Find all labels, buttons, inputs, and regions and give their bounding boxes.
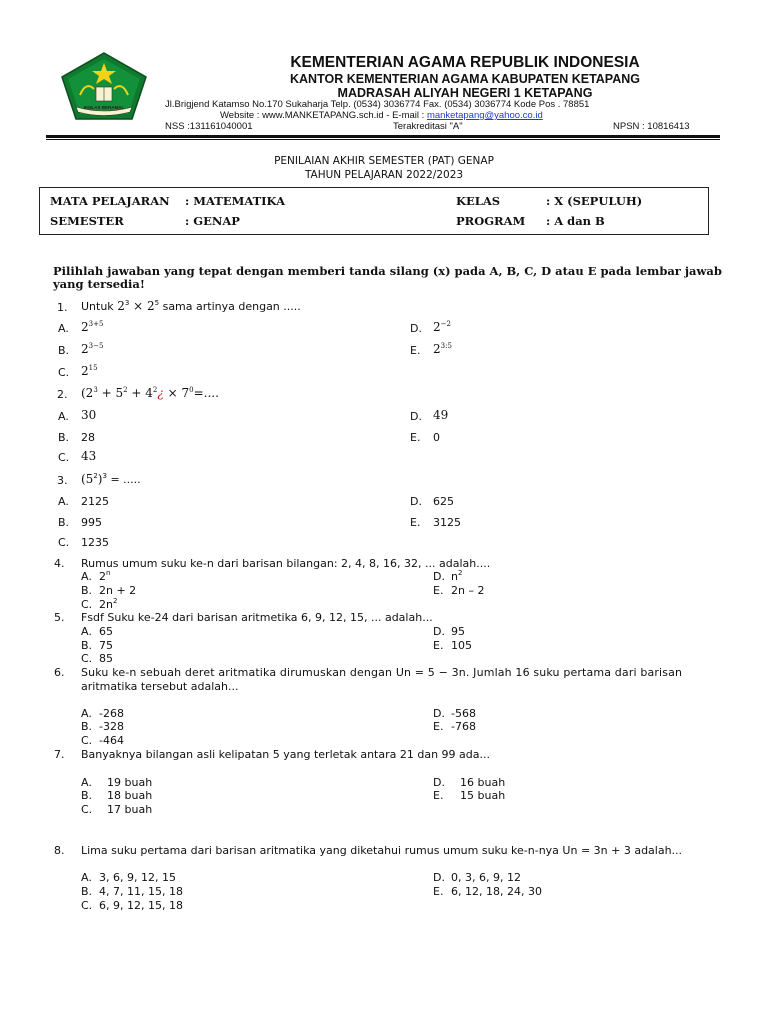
q7-option-a-label: A. bbox=[81, 776, 92, 789]
q3-number: 3. bbox=[57, 474, 68, 487]
kelas-label: KELAS bbox=[456, 194, 501, 208]
q5-option-a: 65 bbox=[99, 625, 113, 638]
q8-option-c-label: C. bbox=[81, 899, 93, 912]
header-rule-thick bbox=[46, 135, 720, 138]
q2-option-c: 43 bbox=[81, 449, 97, 463]
q4-option-d-label: D. bbox=[433, 570, 445, 583]
q7-option-d-label: D. bbox=[433, 776, 445, 789]
website-text: Website : www.MANKETAPANG.sch.id - E-mail : bbox=[220, 110, 427, 121]
q3-option-c-label: C. bbox=[58, 536, 70, 549]
q1-option-b-label: B. bbox=[58, 344, 70, 357]
accreditation: Terakreditasi "A" bbox=[393, 121, 463, 132]
q5-option-c: 85 bbox=[99, 652, 113, 665]
q6-option-c: -464 bbox=[99, 734, 124, 747]
q4-option-e: 2n – 2 bbox=[451, 584, 485, 597]
q7-option-d: 16 buah bbox=[460, 776, 506, 789]
q2-option-e: 0 bbox=[433, 431, 440, 444]
q8-option-d-label: D. bbox=[433, 871, 445, 884]
q3-option-b: 995 bbox=[81, 516, 102, 529]
q2-option-b: 28 bbox=[81, 431, 95, 444]
q1-option-e-label: E. bbox=[410, 344, 421, 357]
q8-option-e-label: E. bbox=[433, 885, 444, 898]
program-value: : A dan B bbox=[546, 214, 605, 228]
q8-option-b: 4, 7, 11, 15, 18 bbox=[99, 885, 183, 898]
header-contact bbox=[220, 110, 543, 121]
q2-text: ($2^3 + 5^2$ + $4^2¿ \times 7^0=$.... bbox=[81, 386, 219, 400]
q7-option-c: 17 buah bbox=[107, 803, 153, 816]
exam-title: PENILAIAN AKHIR SEMESTER (PAT) GENAP bbox=[274, 155, 494, 167]
q4-option-c-label: C. bbox=[81, 598, 93, 611]
q5-option-e-label: E. bbox=[433, 639, 444, 652]
q8-option-a: 3, 6, 9, 12, 15 bbox=[99, 871, 176, 884]
q6-text-line2: aritmatika tersebut adalah... bbox=[81, 680, 239, 693]
q8-number: 8. bbox=[54, 844, 65, 857]
q4-number: 4. bbox=[54, 557, 65, 570]
q2-option-d-label: D. bbox=[410, 410, 422, 423]
q5-option-b-label: B. bbox=[81, 639, 93, 652]
q4-option-c: $2n^2$ bbox=[99, 597, 118, 611]
q5-option-c-label: C. bbox=[81, 652, 93, 665]
q1-option-d-label: D. bbox=[410, 322, 422, 335]
q8-option-b-label: B. bbox=[81, 885, 93, 898]
mapel-value: : MATEMATIKA bbox=[185, 194, 286, 208]
q1-option-c-label: C. bbox=[58, 366, 70, 379]
q1-option-d: $2^{-2}$ bbox=[433, 320, 451, 334]
q7-option-c-label: C. bbox=[81, 803, 93, 816]
q3-option-d-label: D. bbox=[410, 495, 422, 508]
program-label: PROGRAM bbox=[456, 214, 526, 228]
q5-option-a-label: A. bbox=[81, 625, 92, 638]
q6-option-d-label: D. bbox=[433, 707, 445, 720]
q4-option-a: 2$^n$ bbox=[99, 569, 111, 583]
q3-text: $(5^2)^3$ = ..... bbox=[81, 472, 141, 486]
q6-option-d: -568 bbox=[451, 707, 476, 720]
q7-number: 7. bbox=[54, 748, 65, 761]
q2-option-e-label: E. bbox=[410, 431, 421, 444]
q1-option-a: $2^{3+5}$ bbox=[81, 320, 104, 334]
q6-option-b-label: B. bbox=[81, 720, 93, 733]
q2-option-b-label: B. bbox=[58, 431, 70, 444]
q6-option-e: -768 bbox=[451, 720, 476, 733]
q6-text-line1: Suku ke-n sebuah deret aritmatika dirumuskan dengan Un = 5 − 3n. Jumlah 16 suku pertama dari barisan bbox=[81, 666, 683, 679]
q2-number: 2. bbox=[57, 388, 68, 401]
q7-option-a: 19 buah bbox=[107, 776, 153, 789]
q3-option-e-label: E. bbox=[410, 516, 421, 529]
q8-text: Lima suku pertama dari barisan aritmatika yang diketahui rumus umum suku ke-n-nya Un = 3n + 3 adalah... bbox=[81, 844, 683, 857]
q2-option-a-label: A. bbox=[58, 410, 69, 423]
email-link[interactable]: manketapang@yahoo.co.id bbox=[426, 110, 543, 121]
header-office: KANTOR KEMENTERIAN AGAMA KABUPATEN KETAPANG bbox=[290, 72, 640, 86]
q5-option-b: 75 bbox=[99, 639, 113, 652]
q5-option-d: 95 bbox=[451, 625, 465, 638]
nss-number: NSS :131161040001 bbox=[165, 121, 253, 132]
q6-option-a: -268 bbox=[99, 707, 124, 720]
semester-label: SEMESTER bbox=[50, 214, 124, 228]
q6-option-c-label: C. bbox=[81, 734, 93, 747]
q8-option-d: 0, 3, 6, 9, 12 bbox=[451, 871, 521, 884]
q4-option-b-label: B. bbox=[81, 584, 93, 597]
header-ministry: KEMENTERIAN AGAMA REPUBLIK INDONESIA bbox=[290, 54, 640, 71]
npsn-number: NPSN : 10816413 bbox=[613, 121, 690, 132]
q3-option-a: 2125 bbox=[81, 495, 109, 508]
header-address: Jl.Brigjend Katamso No.170 Sukaharja Telp. (0534) 3036774 Fax. (0534) 3036774 Kode Pos . 78851 bbox=[165, 99, 590, 110]
kelas-value: : X (SEPULUH) bbox=[546, 194, 643, 208]
q6-option-e-label: E. bbox=[433, 720, 444, 733]
q6-option-b: -328 bbox=[99, 720, 124, 733]
q4-option-b: 2n + 2 bbox=[99, 584, 137, 597]
q1-option-c: $2^{15}$ bbox=[81, 364, 98, 378]
instruction: Pilihlah jawaban yang tepat dengan memberi tanda silang (x) pada A, B, C, D atau E pada lembar jawab yang tersedia! bbox=[53, 264, 722, 291]
q7-text: Banyaknya bilangan asli kelipatan 5 yang terletak antara 21 dan 99 ada... bbox=[81, 748, 490, 761]
q3-option-d: 625 bbox=[433, 495, 454, 508]
q4-option-d: $n^2$ bbox=[451, 569, 463, 583]
q5-number: 5. bbox=[54, 611, 65, 624]
kemenag-logo bbox=[58, 51, 150, 123]
q4-text: Rumus umum suku ke-n dari barisan bilangan: 2, 4, 8, 16, 32, ... adalah.... bbox=[81, 557, 491, 570]
q6-option-a-label: A. bbox=[81, 707, 92, 720]
q3-option-c: 1235 bbox=[81, 536, 109, 549]
semester-value: : GENAP bbox=[185, 214, 240, 228]
header-school: MADRASAH ALIYAH NEGERI 1 KETAPANG bbox=[337, 86, 593, 100]
q2-option-a: 30 bbox=[81, 408, 97, 422]
q1-number: 1. bbox=[57, 301, 68, 314]
q1-option-b: $2^{3-5}$ bbox=[81, 342, 104, 356]
q4-option-a-label: A. bbox=[81, 570, 92, 583]
q1-option-a-label: A. bbox=[58, 322, 69, 335]
q8-option-e: 6, 12, 18, 24, 30 bbox=[451, 885, 542, 898]
q3-option-b-label: B. bbox=[58, 516, 70, 529]
q7-option-b: 18 buah bbox=[107, 789, 153, 802]
q7-option-e: 15 buah bbox=[460, 789, 506, 802]
q8-option-c: 6, 9, 12, 15, 18 bbox=[99, 899, 183, 912]
q5-text: Fsdf Suku ke-24 dari barisan aritmetika 6, 9, 12, 15, ... adalah... bbox=[81, 611, 433, 624]
logo-ribbon-text: IKHLAS BERAMAL bbox=[83, 105, 125, 110]
q3-option-a-label: A. bbox=[58, 495, 69, 508]
q2-option-d: 49 bbox=[433, 408, 449, 422]
q6-number: 6. bbox=[54, 666, 65, 679]
q2-option-c-label: C. bbox=[58, 451, 70, 464]
q1-option-e: $2^{3:5}$ bbox=[433, 342, 452, 356]
exam-year: TAHUN PELAJARAN 2022/2023 bbox=[304, 169, 464, 181]
mapel-label: MATA PELAJARAN bbox=[50, 194, 170, 208]
q1-text: Untuk $2^3 \times 2^5$ sama artinya dengan ..... bbox=[81, 299, 301, 313]
q7-option-e-label: E. bbox=[433, 789, 444, 802]
q5-option-d-label: D. bbox=[433, 625, 445, 638]
q5-option-e: 105 bbox=[451, 639, 472, 652]
q3-option-e: 3125 bbox=[433, 516, 461, 529]
q4-option-e-label: E. bbox=[433, 584, 444, 597]
q7-option-b-label: B. bbox=[81, 789, 93, 802]
header-rule-thin bbox=[46, 139, 720, 140]
q8-option-a-label: A. bbox=[81, 871, 92, 884]
